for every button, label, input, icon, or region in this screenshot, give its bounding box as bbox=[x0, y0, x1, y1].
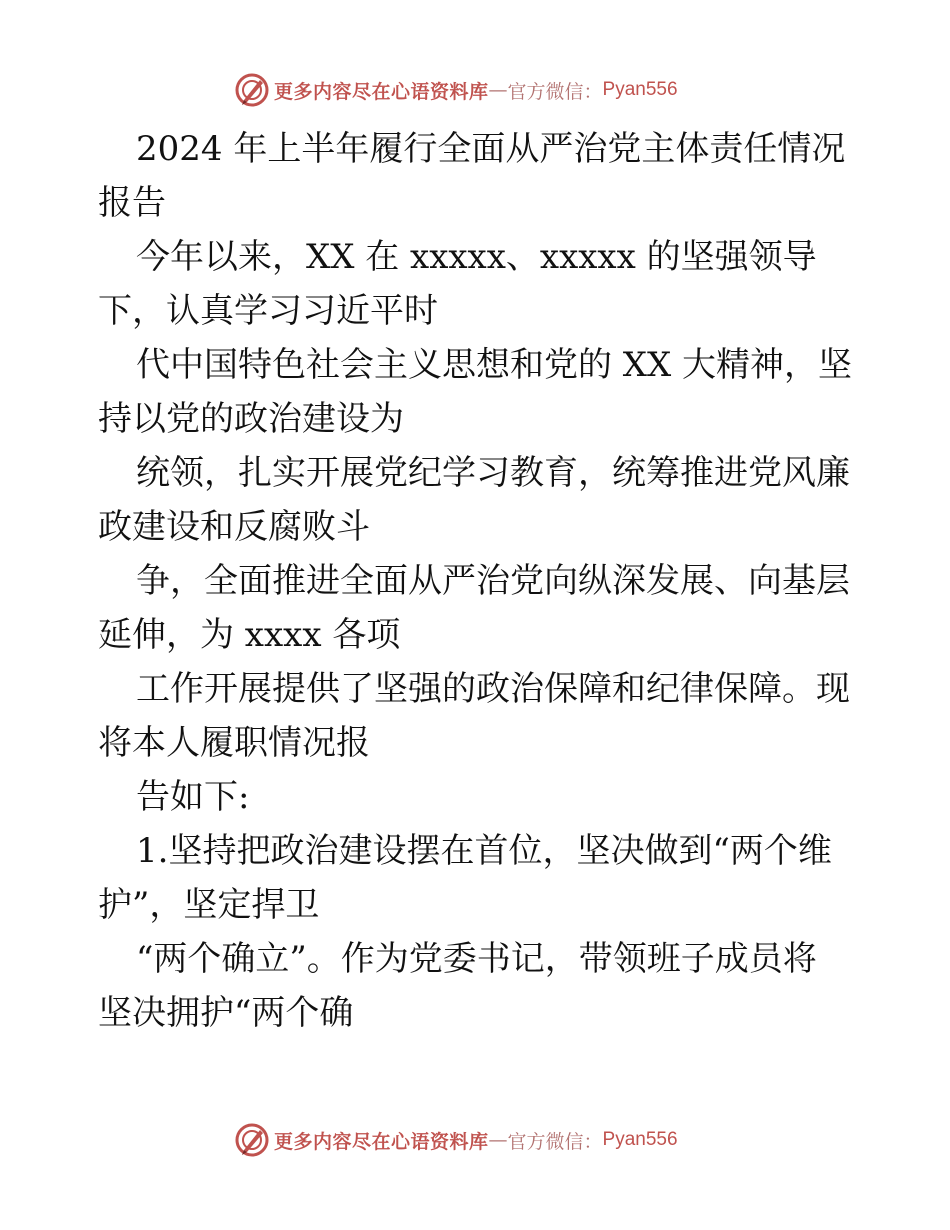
text-line: 争，全面推进全面从严治党向纵深发展、向基层 bbox=[136, 561, 850, 601]
banner-site-text: 更多内容尽在心语资料库 bbox=[274, 1130, 489, 1153]
text-line: “两个确立”。作为党委书记，带领班子成员将 bbox=[136, 939, 817, 979]
text-line: 代中国特色社会主义思想和党的 XX 大精神，坚 bbox=[136, 345, 853, 385]
text-line: 坚决拥护“两个确 bbox=[98, 993, 354, 1033]
banner-wechat-label: 官方微信： bbox=[507, 1130, 603, 1153]
pen-logo-icon bbox=[234, 72, 270, 108]
text-line: 统领，扎实开展党纪学习教育，统筹推进党风廉 bbox=[136, 453, 850, 493]
text-line: 工作开展提供了坚强的政治保障和纪律保障。现 bbox=[136, 669, 850, 709]
title-line: 2024 年上半年履行全面从严治党主体责任情况 bbox=[136, 129, 846, 169]
banner-wechat-id: Pyan556 bbox=[602, 79, 678, 100]
banner-wechat-label: 官方微信： bbox=[507, 80, 603, 103]
pen-logo-icon bbox=[234, 1122, 270, 1158]
title-line: 报告 bbox=[98, 183, 166, 223]
text-line: 下，认真学习习近平时 bbox=[98, 291, 438, 331]
text-line: 今年以来，XX 在 xxxxx、xxxxx 的坚强领导 bbox=[136, 237, 817, 277]
footer-banner bbox=[234, 1120, 734, 1160]
text-line: 政建设和反腐败斗 bbox=[98, 507, 370, 547]
text-line: 将本人履职情况报 bbox=[98, 723, 370, 763]
text-line: 1.坚持把政治建设摆在首位，坚决做到“两个维 bbox=[136, 831, 832, 871]
header-banner bbox=[234, 70, 734, 110]
text-line: 持以党的政治建设为 bbox=[98, 399, 404, 439]
banner-site-text: 更多内容尽在心语资料库 bbox=[274, 80, 489, 103]
banner-dash: — bbox=[488, 79, 508, 101]
text-line: 延伸，为 xxxx 各项 bbox=[98, 615, 401, 655]
text-line: 告如下: bbox=[136, 777, 250, 817]
text-line: 护”，坚定捍卫 bbox=[98, 885, 320, 925]
document-body bbox=[98, 122, 858, 1040]
banner-wechat-id: Pyan556 bbox=[602, 1129, 678, 1150]
banner-dash: — bbox=[488, 1129, 508, 1151]
